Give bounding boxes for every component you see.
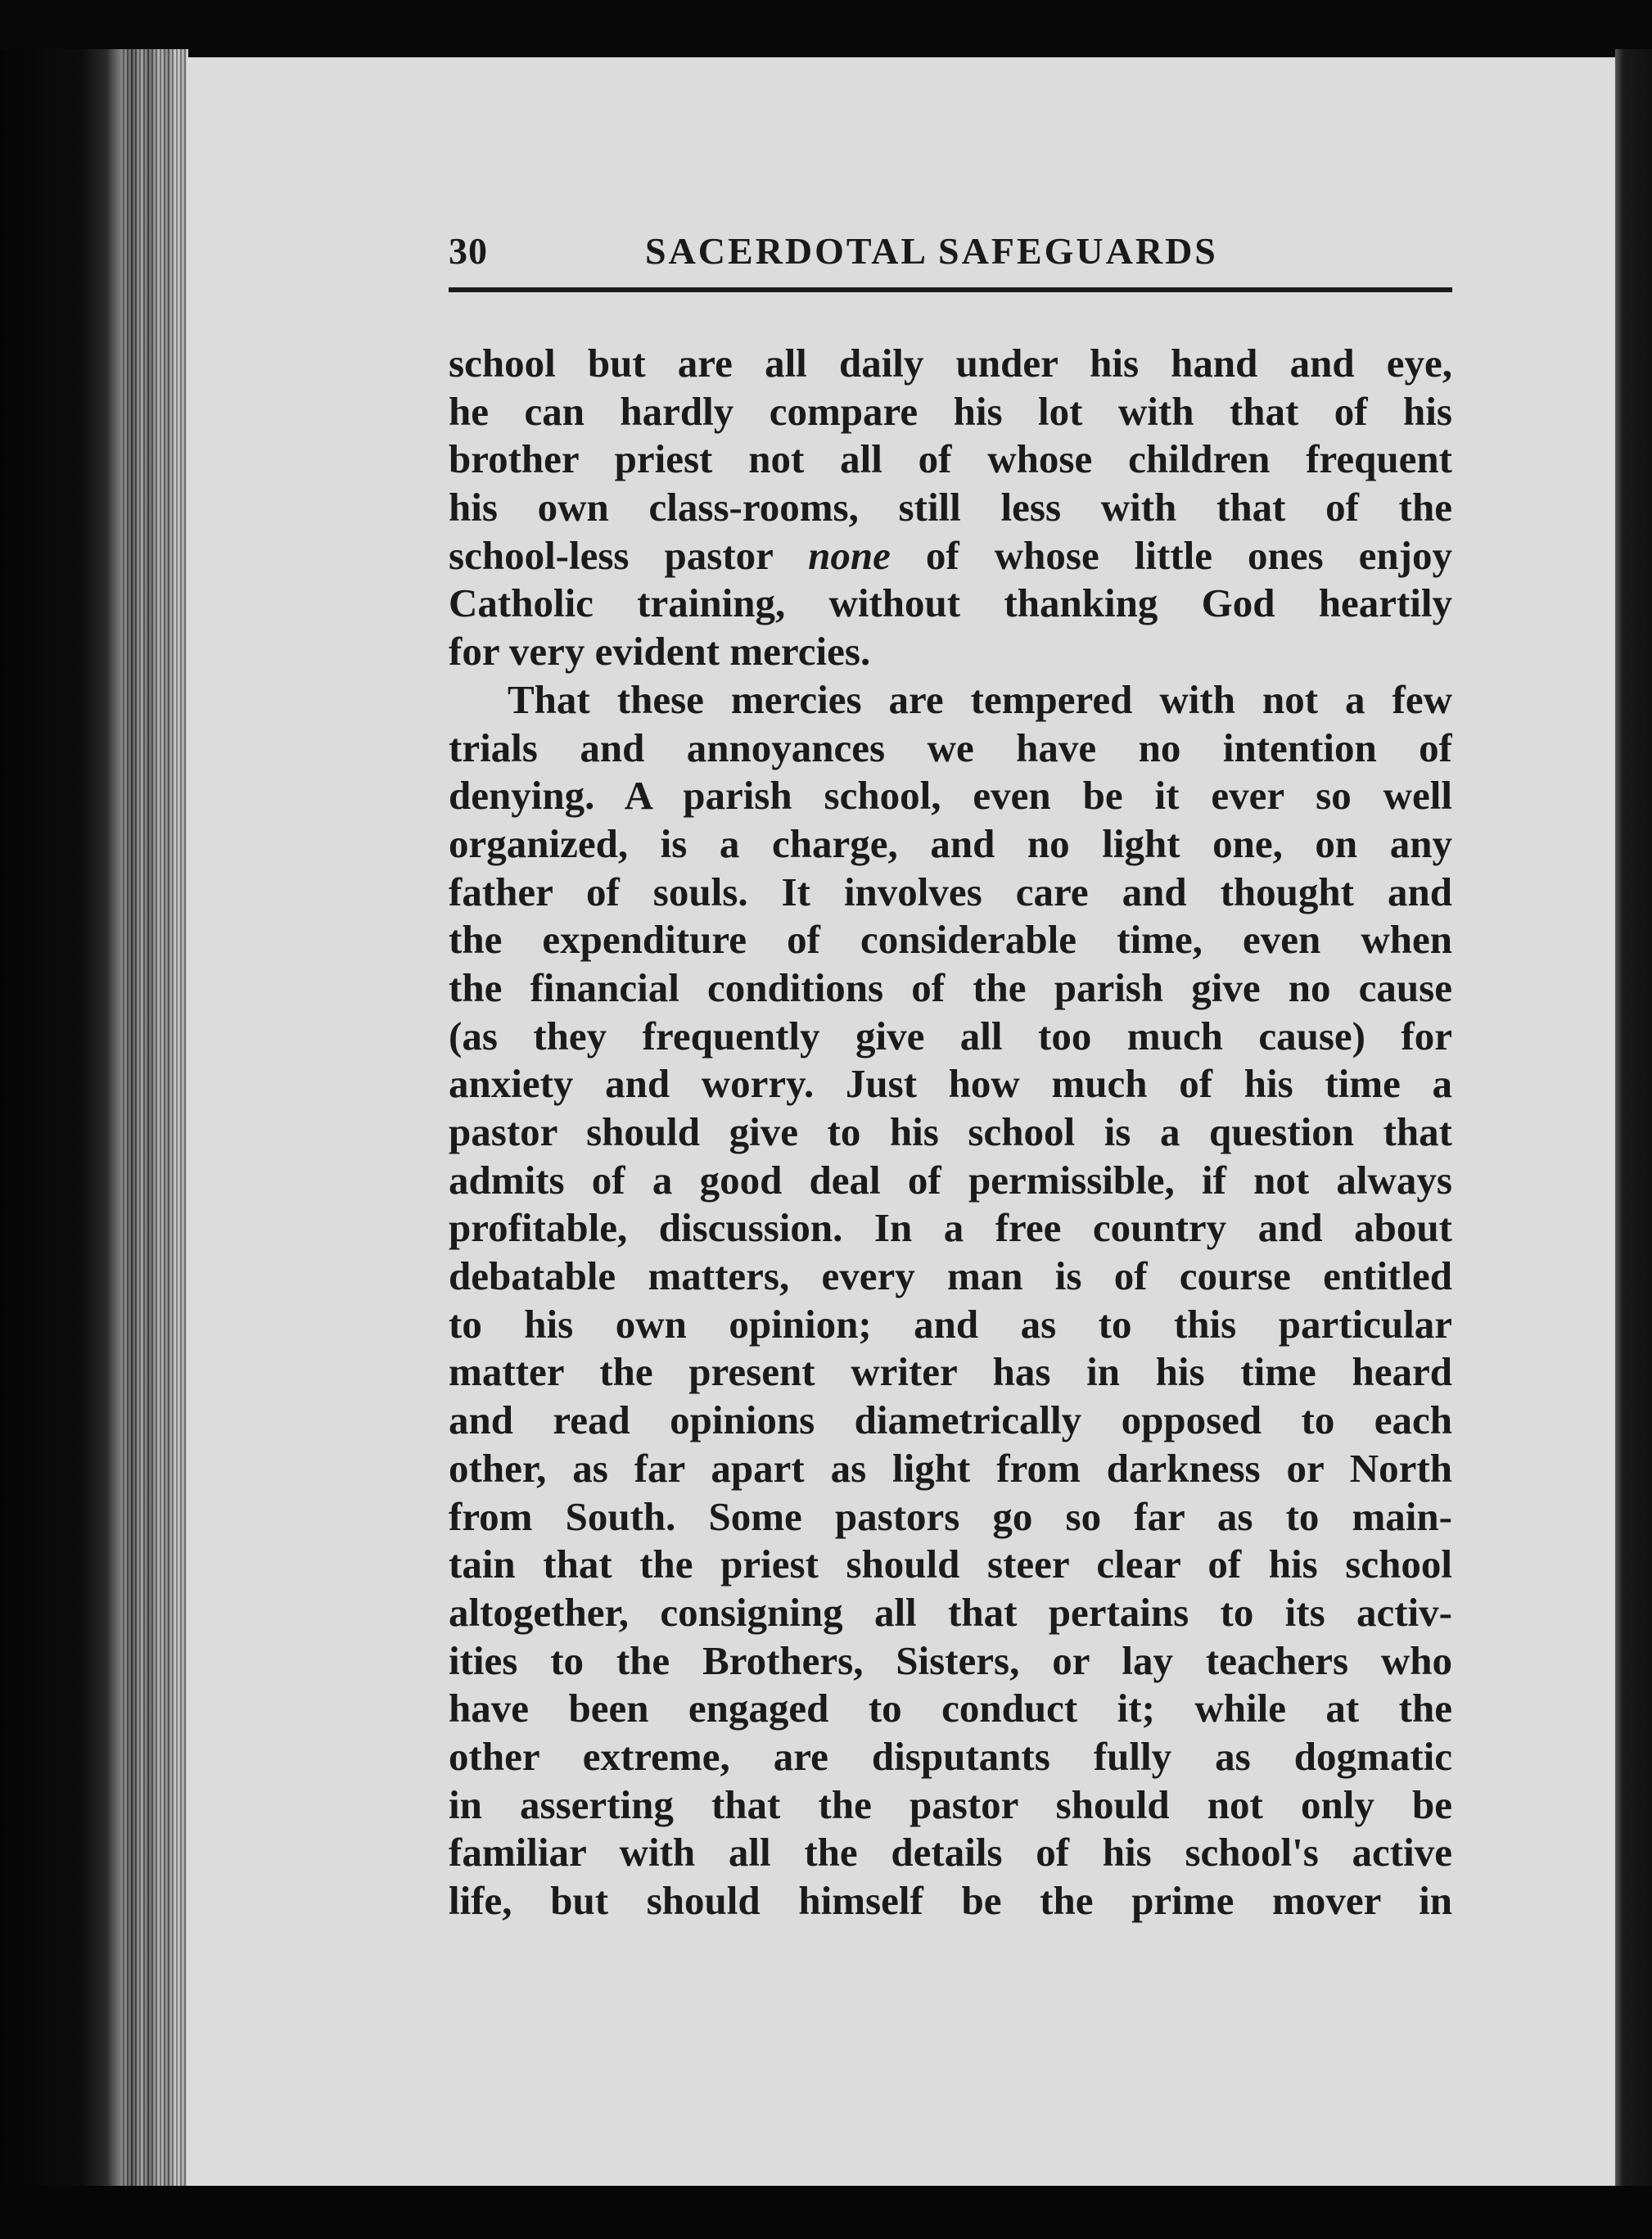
text-line: admits of a good deal of permissible, if not always [449, 1157, 1452, 1203]
text-line: (as they frequently give all too much cause) for [449, 1013, 1452, 1059]
header-rule [449, 287, 1452, 292]
text-line: other, as far apart as light from darkness or North [449, 1445, 1452, 1491]
text-line: organized, is a charge, and no light one, on any [449, 820, 1452, 866]
text-line: he can hardly compare his lot with that of his [449, 388, 1452, 434]
text-segment: of whose little ones enjoy [890, 532, 1452, 578]
text-line: and read opinions diametrically opposed to each [449, 1397, 1452, 1443]
text-line: anxiety and worry. Just how much of his time a [449, 1061, 1452, 1107]
text-line: have been engaged to conduct it; while at the [449, 1686, 1452, 1731]
book-title: SACERDOTAL SAFEGUARDS [645, 230, 1218, 272]
text-line: ities to the Brothers, Sisters, or lay teachers who [449, 1637, 1452, 1683]
text-line: brother priest not all of whose children frequent [449, 436, 1452, 482]
emphasized-word: none [808, 532, 891, 578]
text-line: familiar with all the details of his school's active [449, 1830, 1452, 1876]
text-line: denying. A parish school, even be it ever so well [449, 773, 1452, 819]
text-line: altogether, consigning all that pertains to its activ- [449, 1589, 1452, 1635]
text-line [449, 532, 1452, 580]
text-line: pastor should give to his school is a question that [449, 1109, 1452, 1154]
text-line: tain that the priest should steer clear of his school [449, 1542, 1452, 1587]
page-number: 30 [449, 230, 488, 272]
text-line: life, but should himself be the prime mover in [449, 1878, 1452, 1923]
text-line: matter the present writer has in his time heard [449, 1349, 1452, 1395]
page-right-edge [1615, 49, 1652, 2202]
scan-top-edge [0, 0, 1652, 57]
text-line: school but are all daily under his hand and eye, [449, 341, 1452, 386]
text-line: in asserting that the pastor should not only be [449, 1781, 1452, 1827]
text-line: Catholic training, without thanking God heartily [449, 580, 1452, 626]
binding-lines [123, 49, 188, 2194]
body-text [449, 340, 1452, 1925]
text-line: the financial conditions of the parish give no cause [449, 964, 1452, 1010]
text-line: trials and annoyances we have no intention of [449, 725, 1452, 770]
text-line: from South. Some pastors go so far as to main- [449, 1493, 1452, 1539]
text-segment: school-less pastor [449, 532, 809, 578]
text-line: profitable, discussion. In a free country and about [449, 1205, 1452, 1251]
text-line: his own class-rooms, still less with that of the [449, 485, 1452, 530]
running-head [449, 229, 1452, 278]
scan-bottom-edge [0, 2186, 1652, 2239]
text-line: for very evident mercies. [449, 629, 871, 675]
paragraph-first-line: That these mercies are tempered with not a few [508, 676, 1452, 722]
text-line: the expenditure of considerable time, even when [449, 917, 1452, 963]
text-line: other extreme, are disputants fully as dogmatic [449, 1733, 1452, 1779]
text-line: debatable matters, every man is of course entitled [449, 1253, 1452, 1299]
text-line: to his own opinion; and as to this particular [449, 1301, 1452, 1347]
text-line: father of souls. It involves care and thought and [449, 869, 1452, 914]
